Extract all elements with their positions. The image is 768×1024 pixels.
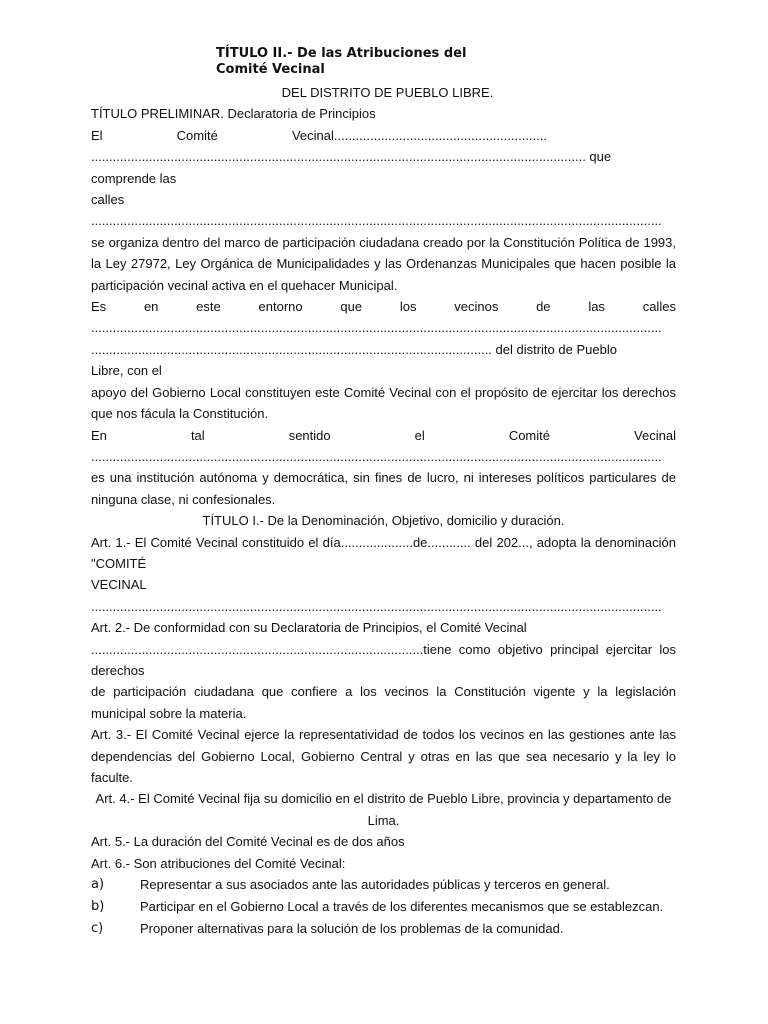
en-tal-sentido-line bbox=[91, 425, 676, 446]
list-text: Representar a sus asociados ante las autoridades públicas y terceros en general. bbox=[140, 877, 610, 893]
document-body bbox=[91, 82, 676, 940]
list-text: Proponer alternativas para la solución de los problemas de la comunidad. bbox=[140, 921, 564, 937]
art-6-line: Art. 6.- Son atribuciones del Comité Vecinal: bbox=[91, 855, 346, 871]
paragraph-2: apoyo del Gobierno Local constituyen este Comité Vecinal con el propósito de ejercitar los derechos que nos fácula la Constitución. bbox=[91, 384, 676, 422]
word: entorno bbox=[258, 299, 303, 315]
word: las bbox=[588, 299, 605, 315]
list-item bbox=[91, 918, 676, 940]
word: calles bbox=[642, 299, 676, 315]
derechos-line: derechos bbox=[91, 662, 145, 678]
art-5-line: Art. 5.- La duración del Comité Vecinal es de dos años bbox=[91, 834, 405, 850]
word: los bbox=[399, 299, 417, 315]
word: en bbox=[143, 299, 159, 315]
list-letter: b) bbox=[91, 899, 105, 915]
word: este bbox=[196, 299, 221, 315]
calles-line: calles bbox=[91, 192, 125, 208]
art-2-line: Art. 2.- De conformidad con su Declaratoria de Principios, el Comité Vecinal bbox=[91, 620, 527, 636]
list-letter: c) bbox=[91, 921, 104, 937]
word: que bbox=[340, 299, 363, 315]
heading-line-1: TÍTULO II.- De las Atribuciones del bbox=[216, 46, 467, 61]
dots-line-3: .............................................................................................................................................................. bbox=[91, 448, 662, 464]
word: vecinos bbox=[454, 299, 499, 315]
art-2-continuation: ............................................................................................tiene como objetivo principal ejercitar los bbox=[91, 641, 676, 657]
paragraph-1: se organiza dentro del marco de participación ciudadana creado por la Constitución Política de 1993, la Ley 27972, Ley Orgánica de Municipalidades y las Ordenanzas Municipales que hacen posible la participación vecinal activa en el quehacer Municipal. bbox=[91, 234, 676, 293]
word: sentido bbox=[288, 427, 331, 443]
district-line: DEL DISTRITO DE PUEBLO LIBRE. bbox=[281, 85, 494, 100]
document-heading bbox=[216, 46, 536, 78]
comprende-line: comprende las bbox=[91, 170, 177, 186]
comite-quote-line: "COMITÉ bbox=[91, 555, 147, 571]
word: el bbox=[414, 427, 425, 443]
dots-que-line: ......................................................................................................................................... que bbox=[91, 149, 612, 165]
word: tal bbox=[190, 427, 205, 443]
art-4-paragraph: Art. 4.- El Comité Vecinal fija su domicilio en el distrito de Pueblo Libre, provincia y departamento de Lima. bbox=[95, 791, 672, 828]
dots-distrito-line: ............................................................................................................... del distrito de Pueblo bbox=[91, 341, 617, 357]
word: Comité bbox=[176, 127, 218, 143]
vecinal-line: VECINAL bbox=[91, 577, 147, 593]
list-item bbox=[91, 874, 676, 896]
art-3-paragraph: Art. 3.- El Comité Vecinal ejerce la representatividad de todos los vecinos en las gestiones ante las dependencias del Gobierno Local, Gobierno Central y otras en las que sea necesario y la ley lo faculte. bbox=[91, 727, 676, 785]
paragraph-4: de participación ciudadana que confiere a los vecinos la Constitución vigente y la legislación municipal sobre la materia. bbox=[91, 684, 676, 721]
list-text: Participar en el Gobierno Local a través de los diferentes mecanismos que se establezcan. bbox=[140, 899, 664, 915]
dots-line-4: .............................................................................................................................................................. bbox=[91, 598, 662, 614]
es-en-este-line bbox=[91, 296, 676, 317]
dots-line-2: .............................................................................................................................................................. bbox=[91, 320, 662, 336]
word: Vecinal........................................................... bbox=[291, 127, 547, 143]
heading-line-2: Comité Vecinal bbox=[216, 62, 325, 77]
word: Comité bbox=[508, 427, 550, 443]
titulo-1-line: TÍTULO I.- De la Denominación, Objetivo, domicilio y duración. bbox=[202, 513, 565, 529]
dots-line-1: .............................................................................................................................................................. bbox=[91, 213, 662, 229]
word: Es bbox=[91, 299, 107, 315]
word: El bbox=[91, 127, 103, 143]
list-letter: a) bbox=[91, 877, 105, 893]
word: de bbox=[536, 299, 551, 315]
art-1-line: Art. 1.- El Comité Vecinal constituido el día....................de............ del 202..., adopta la denominación bbox=[91, 534, 676, 550]
el-comite-line bbox=[91, 125, 547, 146]
paragraph-3: es una institución autónoma y democrática, sin fines de lucro, ni intereses políticos particulares de ninguna clase, ni confesionales. bbox=[91, 470, 676, 507]
word: Vecinal bbox=[634, 427, 676, 443]
word: En bbox=[91, 427, 107, 443]
libre-line: Libre, con el bbox=[91, 363, 162, 379]
list-item bbox=[91, 896, 676, 918]
attributions-list bbox=[91, 874, 676, 940]
prelim-title: TÍTULO PRELIMINAR. Declaratoria de Principios bbox=[91, 106, 376, 122]
